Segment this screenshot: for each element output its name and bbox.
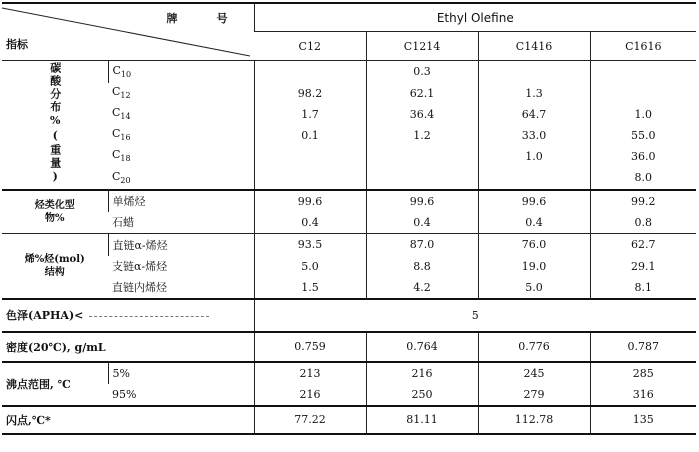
table-cell: 62.1: [366, 83, 478, 104]
table-cell: 93.5: [254, 234, 366, 256]
table-cell: 285: [590, 362, 696, 384]
table-cell: 0.764: [366, 332, 478, 362]
carbon-sub: 20: [120, 176, 131, 186]
table-cell: 1.0: [478, 146, 590, 167]
table-cell: 216: [366, 362, 478, 384]
table-cell: 4.2: [366, 277, 478, 299]
table-cell: 135: [590, 406, 696, 434]
table-cell: 36.4: [366, 104, 478, 125]
table-cell: 1.0: [590, 104, 696, 125]
product-group-header: Ethyl Olefine: [254, 3, 696, 32]
table-cell: 77.22: [254, 406, 366, 434]
table-cell: 0.4: [366, 212, 478, 234]
color-label-cell: [2, 299, 254, 332]
carbon-row-label: [108, 104, 254, 125]
table-cell: 33.0: [478, 125, 590, 146]
hydrocarbon-row-label: 单烯烃: [108, 190, 254, 212]
table-cell: [366, 167, 478, 190]
carbon-row-label: [108, 83, 254, 104]
column-header-c1214: C1214: [366, 32, 478, 61]
table-cell: 8.1: [590, 277, 696, 299]
table-cell: 0.787: [590, 332, 696, 362]
table-cell: [590, 61, 696, 83]
flash-label: 闪点,℃*: [6, 413, 51, 427]
table-cell: 98.2: [254, 83, 366, 104]
carbon-sub: 16: [120, 133, 131, 143]
carbon-row-label: [108, 146, 254, 167]
brand-label: 牌 号: [166, 12, 242, 25]
table-cell: 279: [478, 384, 590, 406]
hydrocarbon-row-label: 石蜡: [112, 216, 134, 230]
carbon-sub: 18: [120, 154, 131, 164]
table-cell: 87.0: [366, 234, 478, 256]
boiling-label: 沸点范围, ℃: [2, 362, 108, 406]
table-cell: [478, 61, 590, 83]
color-label: 色泽(APHA)<: [6, 309, 84, 322]
table-cell: [254, 167, 366, 190]
table-cell: 99.6: [366, 190, 478, 212]
table-cell: 76.0: [478, 234, 590, 256]
table-cell: 99.2: [590, 190, 696, 212]
carbon-base: C: [112, 169, 121, 183]
table-cell: 8.8: [366, 256, 478, 277]
table-cell: 81.11: [366, 406, 478, 434]
carbon-base: C: [112, 85, 121, 99]
leader-dashes: [89, 316, 209, 317]
table-cell: 62.7: [590, 234, 696, 256]
table-cell: 8.0: [590, 167, 696, 190]
header-corner-cell: [2, 3, 254, 61]
column-header-c12: C12: [298, 39, 321, 53]
table-cell: 1.5: [254, 277, 366, 299]
carbon-group-label: 碳酸分布%(重量): [48, 61, 62, 185]
carbon-group-cell: [2, 61, 108, 190]
table-cell: 0.1: [254, 125, 366, 146]
table-cell: 0.759: [254, 332, 366, 362]
boiling-row-label: 95%: [112, 387, 137, 401]
table-cell: 99.6: [254, 190, 366, 212]
carbon-row-label: [108, 125, 254, 146]
carbon-sub: 12: [120, 91, 131, 101]
table-cell: 1.3: [478, 83, 590, 104]
carbon-base: C: [112, 64, 121, 78]
table-cell: 0.4: [254, 212, 366, 234]
table-cell: [254, 61, 366, 83]
olefin-row-label: 直链α-烯烃: [108, 234, 254, 256]
carbon-row-label: [108, 61, 254, 83]
carbon-base: C: [112, 106, 121, 120]
hydrocarbon-group-label: 烃类化型物%: [2, 190, 108, 234]
olefin-row-label: 支链α-烯烃: [112, 260, 168, 273]
carbon-row-label: [108, 167, 254, 190]
table-cell: 112.78: [478, 406, 590, 434]
olefin-group-label: 烯%烃(mol)结构: [2, 234, 108, 299]
table-cell: [590, 83, 696, 104]
table-cell: 250: [366, 384, 478, 406]
table-cell: 36.0: [590, 146, 696, 167]
table-cell: 55.0: [590, 125, 696, 146]
table-cell: 1.2: [366, 125, 478, 146]
table-cell: 0.4: [478, 212, 590, 234]
table-cell: 29.1: [590, 256, 696, 277]
carbon-sub: 14: [120, 112, 131, 122]
table-cell: 0.776: [478, 332, 590, 362]
table-cell: 213: [254, 362, 366, 384]
table-cell: 0.8: [590, 212, 696, 234]
olefin-row-label: 直链内烯烃: [112, 281, 167, 294]
column-header-c1416: C1416: [478, 32, 590, 61]
table-cell: 316: [590, 384, 696, 406]
carbon-sub: 10: [120, 70, 132, 80]
olefin-spec-table: [2, 2, 696, 435]
table-cell: [254, 146, 366, 167]
density-label: 密度(20℃), g/mL: [6, 340, 106, 354]
column-header-c1616: C1616: [590, 32, 696, 61]
table-cell: [478, 167, 590, 190]
table-cell: 245: [478, 362, 590, 384]
color-value: 5: [254, 299, 696, 332]
table-cell: 64.7: [478, 104, 590, 125]
table-cell: 5.0: [478, 277, 590, 299]
table-cell: 0.3: [366, 61, 478, 83]
table-cell: 1.7: [254, 104, 366, 125]
index-label: 指标: [6, 38, 28, 51]
carbon-base: C: [112, 148, 121, 162]
table-cell: 5.0: [254, 256, 366, 277]
table-cell: 99.6: [478, 190, 590, 212]
carbon-base: C: [112, 127, 121, 141]
table-cell: 216: [254, 384, 366, 406]
table-cell: [366, 146, 478, 167]
boiling-row-label: 5%: [108, 362, 254, 384]
table-cell: 19.0: [478, 256, 590, 277]
